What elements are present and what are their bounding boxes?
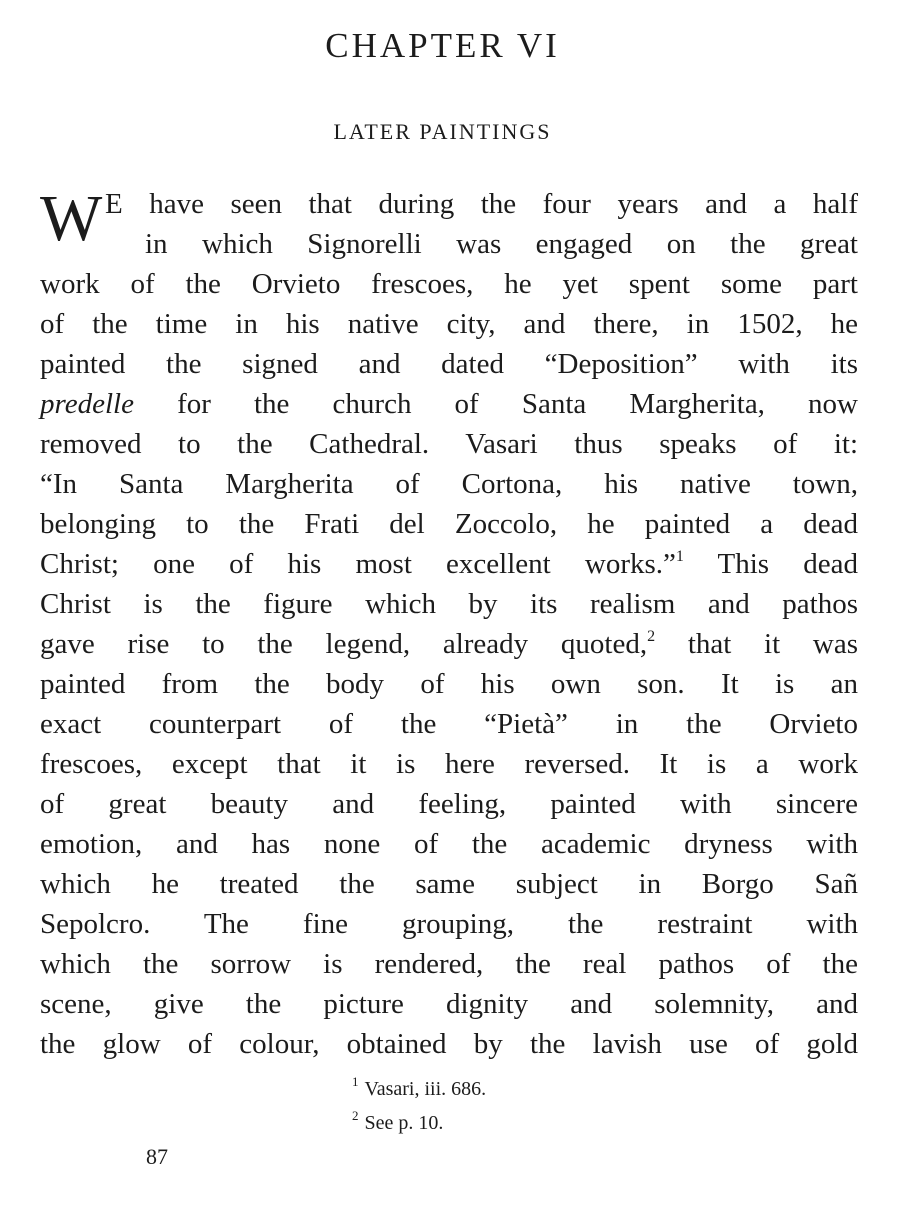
chapter-title: CHAPTER VI (325, 26, 560, 65)
line-text: gave rise to the legend, already quoted, (40, 628, 648, 660)
chapter-subtitle: LATER PAINTINGS (333, 119, 552, 144)
line-text: Christ; one of his most excellent works.” (40, 548, 676, 580)
text-line: scene, give the picture dignity and solemnity, and (40, 988, 858, 1020)
text-line: removed to the Cathedral. Vasari thus speaks of it: (40, 428, 858, 460)
footnote-reference: 1 (675, 548, 684, 565)
footnote (352, 1072, 486, 1106)
footnotes (352, 1072, 486, 1140)
text-line (40, 384, 858, 424)
footnote-number: 2 (352, 1108, 359, 1123)
text-line: in which Signorelli was engaged on the great (145, 228, 858, 260)
text-line: “In Santa Margherita of Cortona, his native town, (40, 468, 858, 500)
text-line: the glow of colour, obtained by the lavish use of gold (40, 1028, 858, 1060)
footnote-text: See p. 10. (364, 1112, 444, 1134)
text-line: Christ is the figure which by its realism and pathos (40, 588, 858, 620)
text-line: exact counterpart of the “Pietà” in the Orvieto (40, 708, 858, 740)
footnote-text: Vasari, iii. 686. (364, 1078, 487, 1100)
line-text: This dead (683, 548, 858, 580)
text-line: which the sorrow is rendered, the real pathos of the (40, 948, 858, 980)
footnote-number: 1 (352, 1074, 359, 1089)
text-line: which he treated the same subject in Borgo Sañ (40, 868, 858, 900)
text-line: painted the signed and dated “Deposition” with its (40, 348, 858, 380)
text-line: belonging to the Frati del Zoccolo, he painted a dead (40, 508, 858, 540)
text-line: of great beauty and feeling, painted with sincere (40, 788, 858, 820)
text-line: Sepolcro. The fine grouping, the restraint with (40, 908, 858, 940)
page-number: 87 (146, 1144, 168, 1169)
italic-term: predelle (40, 388, 134, 420)
line-text: for the church of Santa Margherita, now (133, 388, 858, 420)
text-line: of the time in his native city, and there, in 1502, he (40, 308, 858, 340)
text-line: emotion, and has none of the academic dryness with (40, 828, 858, 860)
line-text: E have seen that during the four years and a half (105, 188, 858, 220)
drop-cap: W (40, 182, 105, 255)
text-line (40, 544, 858, 584)
line-text: that it was (655, 628, 858, 660)
text-line (40, 624, 858, 664)
text-line: painted from the body of his own son. It is an (40, 668, 858, 700)
body-text (40, 184, 858, 1064)
footnote-reference: 2 (647, 628, 656, 645)
text-line: work of the Orvieto frescoes, he yet spent some part (40, 268, 858, 300)
text-line: frescoes, except that it is here reversed. It is a work (40, 748, 858, 780)
footnote (352, 1106, 486, 1140)
